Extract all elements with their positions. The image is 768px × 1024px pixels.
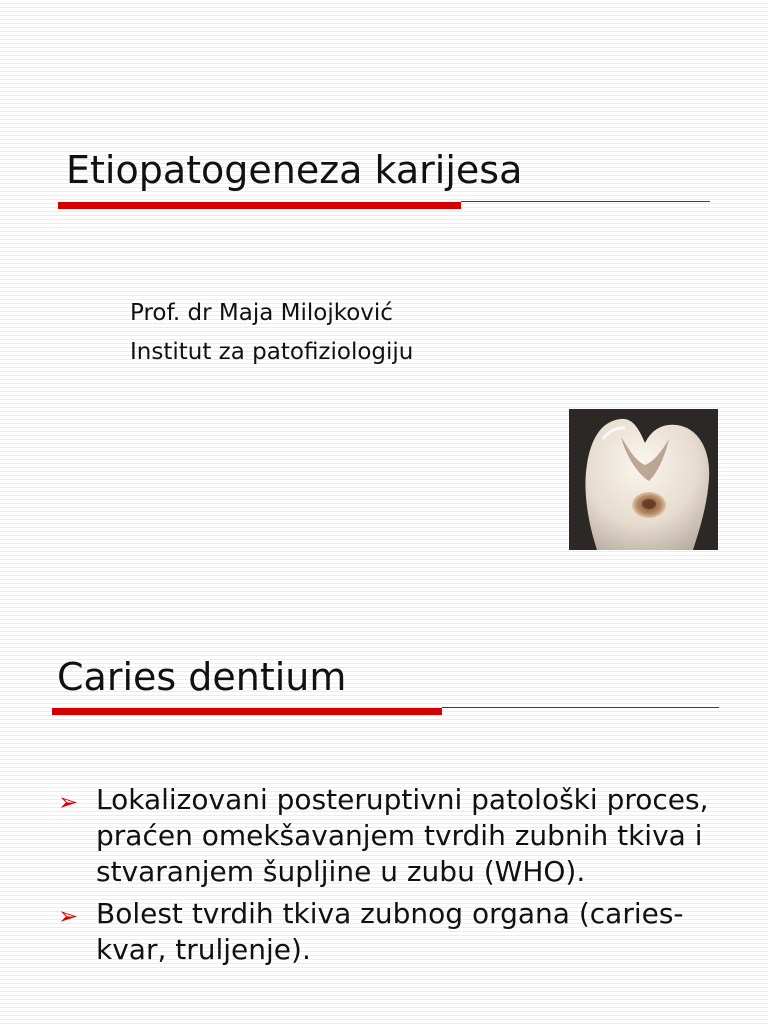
author-name: Prof. dr Maja Milojković xyxy=(130,300,393,326)
list-item xyxy=(58,896,738,968)
bullet-list xyxy=(58,782,738,974)
title-underline-thin xyxy=(461,201,710,202)
title-underline-thick xyxy=(52,708,442,715)
arrowhead-icon: ➢ xyxy=(58,788,79,816)
institute-name: Institut za patofiziologiju xyxy=(130,339,414,365)
list-item xyxy=(58,782,738,890)
subtitle-block xyxy=(130,294,413,372)
title-underline-thin xyxy=(442,707,719,708)
slide-1-title: Etiopatogeneza karijesa xyxy=(66,148,523,192)
arrowhead-icon: ➢ xyxy=(58,902,79,930)
bullet-text: Lokalizovani posteruptivni patološki proces, praćen omekšavanjem tvrdih zubnih tkiva i stvaranjem šupljine u zubu (WHO). xyxy=(96,783,709,888)
slide-2-title: Caries dentium xyxy=(57,655,347,699)
title-underline-thick xyxy=(58,202,461,209)
slide-2 xyxy=(0,512,768,1024)
bullet-text: Bolest tvrdih tkiva zubnog organa (caries-kvar, truljenje). xyxy=(96,897,684,966)
